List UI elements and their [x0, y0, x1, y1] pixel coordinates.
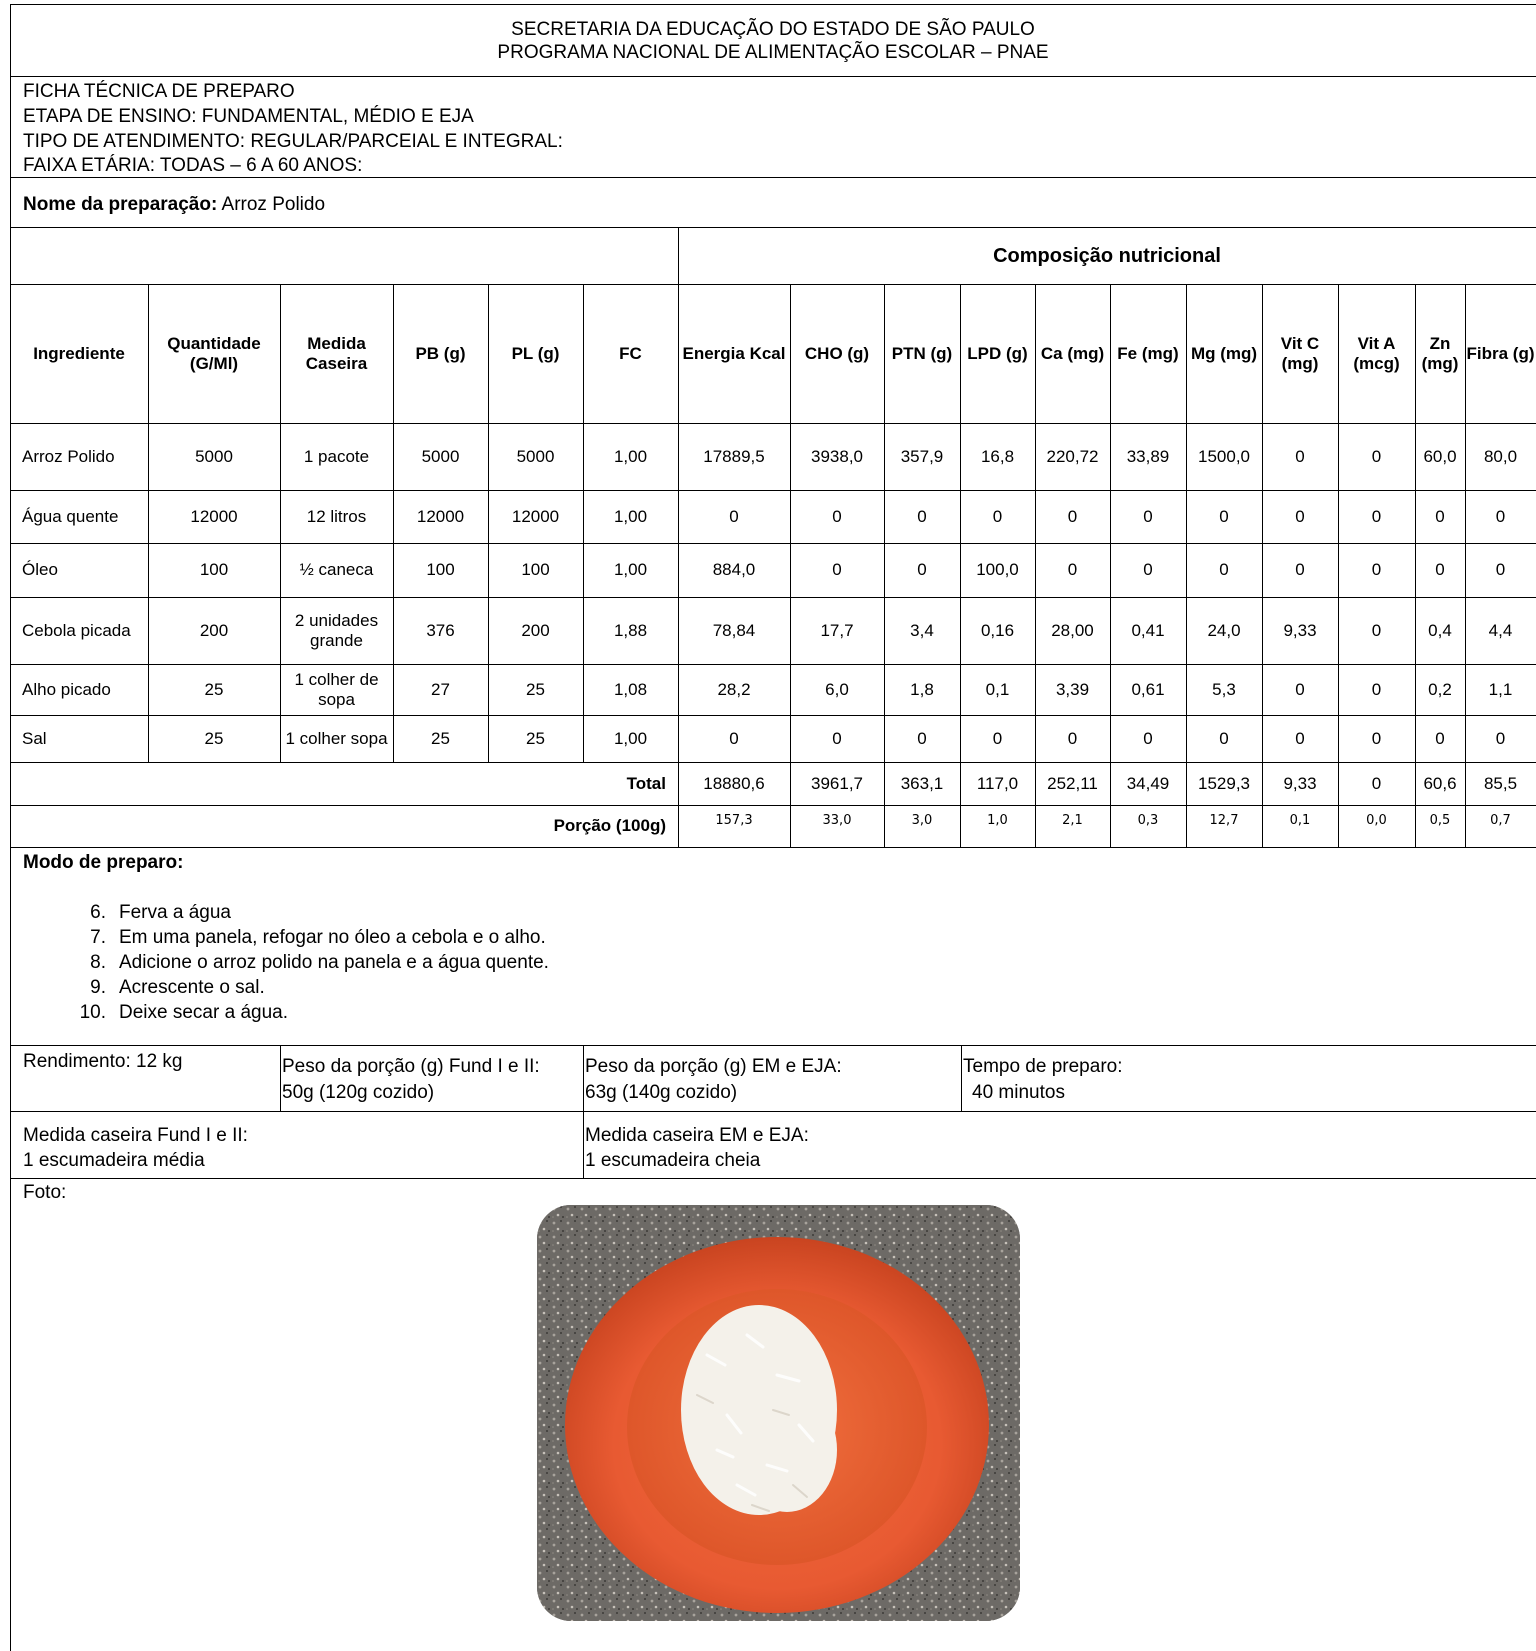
column-header-ca-mg: Ca (mg) [1040, 343, 1105, 363]
table-cell: 0 [1371, 446, 1382, 466]
table-cell: 0 [1435, 560, 1445, 579]
table-cell: 0 [832, 560, 842, 579]
table-cell: 1500,0 [1198, 446, 1250, 466]
service-type: TIPO DE ATENDIMENTO: REGULAR/PARCEIAL E INTEGRAL: [23, 131, 563, 152]
table-cell: 0 [1371, 560, 1382, 579]
step-text: Deixe secar a água. [119, 1002, 288, 1023]
total-cell: 18880,6 [703, 773, 765, 793]
table-cell: 0 [832, 728, 842, 748]
table-cell: 0 [1295, 446, 1305, 466]
table-cell: 0 [1371, 679, 1382, 699]
table-cell: 0 [1295, 506, 1305, 526]
table-cell: 0 [1067, 560, 1078, 579]
table-cell: 0 [1219, 728, 1229, 748]
column-header-medida-caseira: Medida Caseira [305, 333, 368, 373]
table-cell: 0 [1295, 560, 1305, 579]
sheet-title: FICHA TÉCNICA DE PREPARO [23, 81, 295, 102]
table-cell: 100 [426, 560, 455, 579]
portion-cell: 0,0 [1366, 813, 1387, 828]
table-cell: 0,61 [1131, 679, 1165, 699]
table-cell: Óleo [22, 560, 58, 579]
table-cell: 25 [204, 728, 224, 748]
table-cell: ½ caneca [299, 560, 374, 579]
table-cell: Arroz Polido [22, 446, 115, 466]
table-cell: 100 [199, 560, 229, 579]
table-cell: 1,00 [613, 506, 648, 526]
portion-cell: 0,5 [1429, 813, 1451, 828]
table-cell: 0 [917, 506, 927, 526]
portion-label: Porção (100g) [553, 816, 666, 835]
table-cell: 200 [199, 620, 229, 640]
table-cell: 24,0 [1207, 620, 1241, 640]
portion-cell: 12,7 [1209, 813, 1239, 828]
total-cell: 34,49 [1126, 773, 1170, 793]
table-cell: 0 [1435, 506, 1445, 526]
total-cell: 1529,3 [1198, 773, 1250, 793]
table-cell: 27 [431, 679, 450, 699]
table-cell: 80,0 [1483, 446, 1518, 466]
preparation-name-label: Nome da preparação: [23, 194, 218, 215]
table-cell: 5000 [516, 446, 555, 466]
table-cell: 1,88 [613, 620, 648, 640]
yield-label: Rendimento: 12 kg [23, 1051, 183, 1072]
table-cell: 0,16 [980, 620, 1015, 640]
table-cell: Alho picado [22, 679, 111, 699]
prep-time-value: 40 minutos [972, 1082, 1065, 1103]
table-cell: 0 [729, 728, 739, 748]
portion-cell: 0,1 [1289, 813, 1311, 828]
table-cell: 28,2 [717, 679, 751, 699]
table-cell: 884,0 [712, 560, 756, 579]
table-cell: 28,00 [1051, 620, 1094, 640]
table-cell: 0 [992, 506, 1003, 526]
column-header-energia-kcal: Energia Kcal [682, 343, 786, 363]
table-cell: 1 pacote [303, 446, 370, 466]
method-title: Modo de preparo: [23, 852, 184, 873]
table-cell: 0,1 [985, 679, 1010, 699]
table-cell: 1,00 [613, 728, 648, 748]
total-cell: 0 [1371, 773, 1382, 793]
prep-time-label: Tempo de preparo: [963, 1056, 1123, 1077]
column-header-cho-g: CHO (g) [804, 343, 870, 363]
total-cell: 117,0 [976, 773, 1019, 793]
table-cell: 0 [1495, 506, 1506, 526]
header-line-1: SECRETARIA DA EDUCAÇÃO DO ESTADO DE SÃO PAULO [511, 19, 1035, 40]
table-cell: 25 [431, 728, 450, 748]
rice-bowl-photo [537, 1205, 1020, 1621]
portion-cell: 1,0 [987, 813, 1008, 828]
table-cell: 0 [1143, 728, 1153, 748]
portion-cell: 0,7 [1490, 813, 1511, 828]
step-number: 10. [79, 1002, 106, 1023]
table-cell: 0 [1435, 728, 1445, 748]
table-cell: 1,1 [1488, 679, 1513, 699]
column-header-pl-g: PL (g) [511, 343, 560, 363]
table-cell: 0 [1371, 506, 1382, 526]
total-cell: 363,1 [900, 773, 944, 793]
table-cell: 0 [1495, 560, 1506, 579]
table-cell: 5000 [195, 446, 233, 466]
table-cell: 25 [204, 679, 224, 699]
column-header-fibra-g: Fibra (g) [1466, 343, 1535, 363]
table-cell: 1,00 [613, 446, 648, 466]
step-text: Adicione o arroz polido na panela e a água quente. [119, 952, 549, 973]
teaching-stage: ETAPA DE ENSINO: FUNDAMENTAL, MÉDIO E EJA [23, 106, 474, 127]
total-cell: 3961,7 [811, 773, 863, 793]
total-label: Total [626, 773, 666, 793]
step-text: Ferva a água [119, 902, 231, 923]
column-header-fe-mg: Fe (mg) [1117, 343, 1179, 363]
table-cell: 220,72 [1046, 446, 1099, 466]
step-number: 9. [90, 977, 106, 998]
column-header-ptn-g: PTN (g) [891, 343, 953, 363]
preparation-name-value: Arroz Polido [221, 194, 326, 215]
table-cell: 0 [1371, 620, 1382, 640]
total-cell: 9,33 [1283, 773, 1317, 793]
table-cell: 0 [1067, 506, 1078, 526]
table-cell: 3,39 [1055, 679, 1090, 699]
table-cell: 33,89 [1126, 446, 1170, 466]
column-header-ingrediente: Ingrediente [33, 343, 125, 363]
table-cell: 0 [1295, 679, 1305, 699]
total-cell: 60,6 [1423, 773, 1457, 793]
table-cell: 6,0 [825, 679, 849, 699]
table-cell: 0 [1143, 560, 1153, 579]
table-cell: 78,84 [712, 620, 756, 640]
composition-title: Composição nutricional [993, 244, 1221, 267]
table-cell: 0 [832, 506, 842, 526]
table-cell: 12 litros [306, 506, 367, 526]
table-cell: 0 [1495, 728, 1506, 748]
column-header-lpd-g: LPD (g) [967, 343, 1028, 363]
column-header-mg-mg: Mg (mg) [1190, 343, 1258, 363]
table-cell: 2 unidades grande [294, 610, 379, 650]
step-number: 7. [90, 927, 106, 948]
table-cell: 100,0 [976, 560, 1019, 579]
table-cell: 16,8 [980, 446, 1015, 466]
table-cell: 0 [1067, 728, 1078, 748]
table-cell: 100 [521, 560, 550, 579]
portion-cell: 157,3 [715, 813, 753, 828]
rice-bowl-illustration [537, 1205, 1020, 1621]
table-cell: 0 [917, 560, 927, 579]
column-header-pb-g: PB (g) [415, 343, 466, 363]
table-cell: 5,3 [1212, 679, 1236, 699]
table-cell: 1 colher sopa [285, 728, 388, 748]
table-cell: 12000 [416, 506, 465, 526]
column-header-vit-c-mg: Vit C (mg) [1280, 333, 1320, 373]
table-cell: 0 [1371, 728, 1382, 748]
table-cell: Sal [22, 728, 47, 748]
portion-cell: 0,3 [1137, 813, 1159, 828]
household-measure-fund-label: Medida caseira Fund I e II: [23, 1125, 248, 1146]
table-cell: 0 [1295, 728, 1305, 748]
household-measure-em-label: Medida caseira EM e EJA: [585, 1125, 809, 1146]
household-measure-fund-value: 1 escumadeira média [23, 1150, 205, 1171]
table-cell: 0 [729, 506, 739, 526]
table-cell: 25 [526, 679, 545, 699]
preparation-name [23, 195, 325, 214]
table-cell: 17889,5 [703, 446, 765, 466]
portion-cell: 33,0 [822, 813, 852, 828]
table-cell: 0 [1219, 560, 1229, 579]
photo-label: Foto: [23, 1182, 67, 1203]
column-header-quantidade-g-ml: Quantidade (G/Ml) [167, 333, 261, 373]
step-number: 6. [90, 902, 106, 923]
portion-weight-em-label: Peso da porção (g) EM e EJA: [585, 1056, 842, 1077]
table-cell: 357,9 [900, 446, 944, 466]
table-cell: 0,41 [1131, 620, 1165, 640]
table-cell: 1,08 [613, 679, 648, 699]
age-range: FAIXA ETÁRIA: TODAS – 6 A 60 ANOS: [23, 155, 363, 176]
table-cell: 60,0 [1423, 446, 1457, 466]
table-cell: 0 [992, 728, 1003, 748]
table-cell: Água quente [22, 506, 119, 526]
portion-weight-em-value: 63g (140g cozido) [585, 1082, 738, 1103]
table-cell: 1,8 [910, 679, 934, 699]
table-cell: 1,00 [613, 560, 648, 579]
table-cell: 200 [521, 620, 550, 640]
portion-cell: 3,0 [911, 813, 933, 828]
column-header-fc: FC [619, 343, 642, 363]
table-cell: 0 [1143, 506, 1153, 526]
table-cell: 25 [526, 728, 545, 748]
total-cell: 85,5 [1483, 773, 1518, 793]
column-header-zn-mg: Zn (mg) [1421, 333, 1459, 373]
table-cell: 5000 [421, 446, 460, 466]
table-cell: 17,7 [820, 620, 854, 640]
table-cell: 9,33 [1283, 620, 1317, 640]
step-text: Em uma panela, refogar no óleo a cebola e o alho. [119, 927, 546, 948]
table-cell: Cebola picada [22, 620, 131, 640]
total-cell: 252,11 [1047, 773, 1098, 793]
column-header-vit-a-mcg: Vit A (mcg) [1353, 333, 1400, 373]
table-cell: 0,4 [1428, 620, 1452, 640]
portion-cell: 2,1 [1062, 813, 1083, 828]
table-cell: 12000 [190, 506, 238, 526]
portion-weight-fund-label: Peso da porção (g) Fund I e II: [282, 1056, 540, 1077]
table-cell: 1 colher de sopa [294, 669, 379, 709]
step-text: Acrescente o sal. [119, 977, 265, 998]
table-cell: 3,4 [910, 620, 934, 640]
table-cell: 0 [917, 728, 927, 748]
portion-weight-fund-value: 50g (120g cozido) [282, 1082, 435, 1103]
table-cell: 4,4 [1488, 620, 1513, 640]
household-measure-em-value: 1 escumadeira cheia [585, 1150, 761, 1171]
table-cell: 376 [426, 620, 455, 640]
table-cell: 0,2 [1428, 679, 1452, 699]
step-number: 8. [90, 952, 106, 973]
header-line-2: PROGRAMA NACIONAL DE ALIMENTAÇÃO ESCOLAR – PNAE [497, 42, 1049, 63]
table-cell: 12000 [511, 506, 560, 526]
table-cell: 0 [1219, 506, 1229, 526]
table-cell: 3938,0 [811, 446, 863, 466]
